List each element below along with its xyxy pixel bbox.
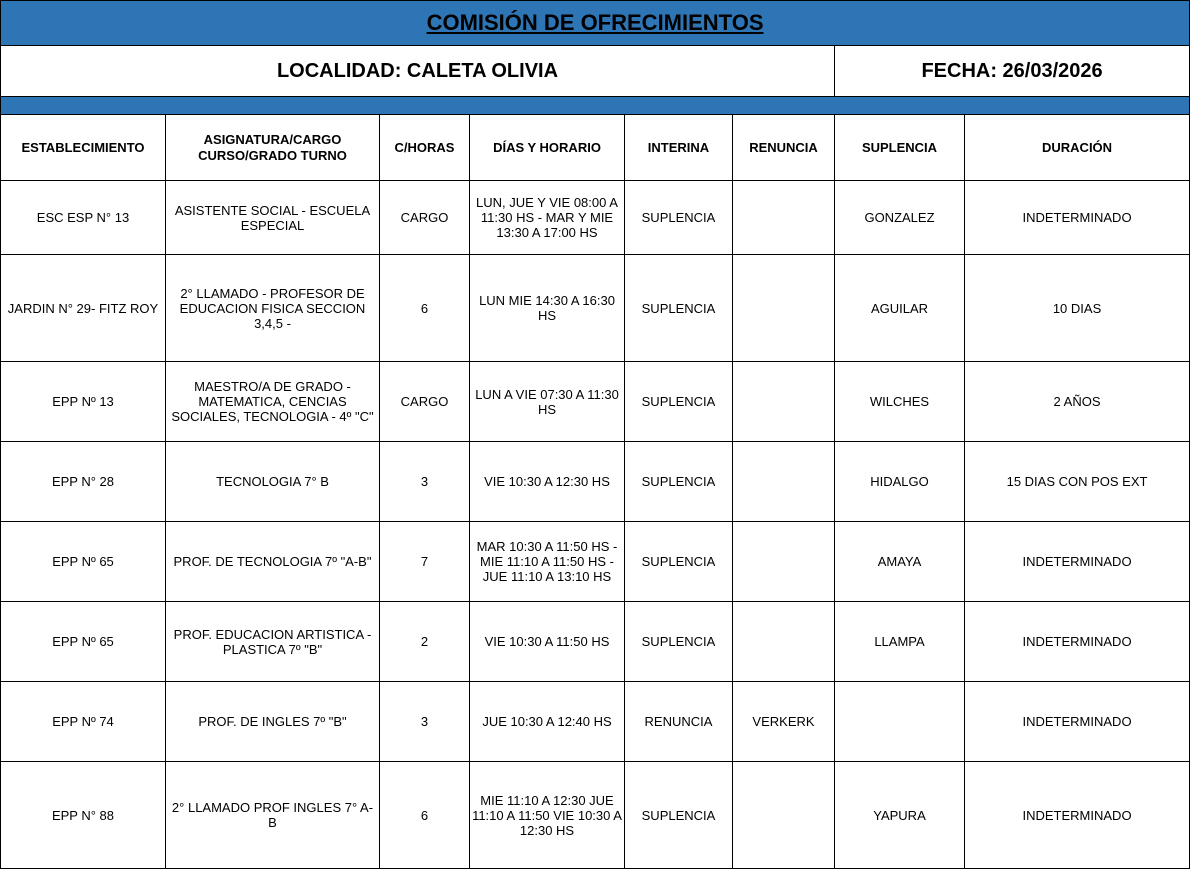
table-row xyxy=(1,682,1190,762)
cell-suplencia: GONZALEZ xyxy=(835,181,965,255)
cell-establecimiento: EPP N° 28 xyxy=(1,442,166,522)
col-header-renuncia: RENUNCIA xyxy=(733,115,835,181)
cell-horas: 6 xyxy=(380,255,470,362)
header-row xyxy=(1,115,1190,181)
cell-horario: LUN MIE 14:30 A 16:30 HS xyxy=(470,255,625,362)
cell-renuncia xyxy=(733,255,835,362)
cell-horas: 3 xyxy=(380,682,470,762)
table-row xyxy=(1,181,1190,255)
cell-asignatura: PROF. EDUCACION ARTISTICA - PLASTICA 7º "B" xyxy=(166,602,380,682)
cell-renuncia xyxy=(733,602,835,682)
cell-suplencia: WILCHES xyxy=(835,362,965,442)
cell-horas: 7 xyxy=(380,522,470,602)
cell-asignatura: PROF. DE INGLES 7º "B" xyxy=(166,682,380,762)
cell-interina: SUPLENCIA xyxy=(625,442,733,522)
cell-duracion: INDETERMINADO xyxy=(965,682,1190,762)
cell-suplencia: AGUILAR xyxy=(835,255,965,362)
divider-band xyxy=(1,97,1190,115)
table-row xyxy=(1,522,1190,602)
cell-asignatura: PROF. DE TECNOLOGIA 7º "A-B" xyxy=(166,522,380,602)
table-row xyxy=(1,762,1190,869)
cell-asignatura: ASISTENTE SOCIAL - ESCUELA ESPECIAL xyxy=(166,181,380,255)
cell-establecimiento: EPP Nº 13 xyxy=(1,362,166,442)
cell-establecimiento: EPP Nº 65 xyxy=(1,522,166,602)
cell-horas: CARGO xyxy=(380,181,470,255)
cell-interina: SUPLENCIA xyxy=(625,762,733,869)
col-header-interina: INTERINA xyxy=(625,115,733,181)
cell-interina: SUPLENCIA xyxy=(625,181,733,255)
cell-renuncia xyxy=(733,522,835,602)
cell-horas: 6 xyxy=(380,762,470,869)
cell-duracion: INDETERMINADO xyxy=(965,602,1190,682)
cell-horario: VIE 10:30 A 11:50 HS xyxy=(470,602,625,682)
cell-renuncia xyxy=(733,762,835,869)
cell-horario: LUN A VIE 07:30 A 11:30 HS xyxy=(470,362,625,442)
location-row xyxy=(1,46,1190,97)
col-header-horas: C/HORAS xyxy=(380,115,470,181)
cell-horario: LUN, JUE Y VIE 08:00 A 11:30 HS - MAR Y MIE 13:30 A 17:00 HS xyxy=(470,181,625,255)
cell-horario: MIE 11:10 A 12:30 JUE 11:10 A 11:50 VIE 10:30 A 12:30 HS xyxy=(470,762,625,869)
cell-establecimiento: JARDIN N° 29- FITZ ROY xyxy=(1,255,166,362)
cell-horario: JUE 10:30 A 12:40 HS xyxy=(470,682,625,762)
cell-interina: SUPLENCIA xyxy=(625,602,733,682)
cell-asignatura: MAESTRO/A DE GRADO - MATEMATICA, CENCIAS SOCIALES, TECNOLOGIA - 4º "C" xyxy=(166,362,380,442)
col-header-asignatura: ASIGNATURA/CARGO CURSO/GRADO TURNO xyxy=(166,115,380,181)
cell-interina: SUPLENCIA xyxy=(625,522,733,602)
cell-horas: 2 xyxy=(380,602,470,682)
cell-duracion: INDETERMINADO xyxy=(965,762,1190,869)
table-row xyxy=(1,442,1190,522)
cell-asignatura: 2° LLAMADO PROF INGLES 7° A-B xyxy=(166,762,380,869)
cell-duracion: INDETERMINADO xyxy=(965,522,1190,602)
cell-establecimiento: EPP Nº 74 xyxy=(1,682,166,762)
localidad-label: LOCALIDAD: CALETA OLIVIA xyxy=(1,46,835,97)
cell-renuncia xyxy=(733,181,835,255)
cell-asignatura: 2° LLAMADO - PROFESOR DE EDUCACION FISICA SECCION 3,4,5 - xyxy=(166,255,380,362)
cell-duracion: 15 DIAS CON POS EXT xyxy=(965,442,1190,522)
col-header-horario: DÍAS Y HORARIO xyxy=(470,115,625,181)
fecha-label: FECHA: 26/03/2026 xyxy=(835,46,1190,97)
cell-renuncia xyxy=(733,362,835,442)
cell-renuncia xyxy=(733,442,835,522)
cell-interina: SUPLENCIA xyxy=(625,362,733,442)
cell-establecimiento: ESC ESP N° 13 xyxy=(1,181,166,255)
cell-suplencia: HIDALGO xyxy=(835,442,965,522)
cell-establecimiento: EPP N° 88 xyxy=(1,762,166,869)
cell-duracion: 2 AÑOS xyxy=(965,362,1190,442)
title-row xyxy=(1,1,1190,46)
cell-asignatura: TECNOLOGIA 7° B xyxy=(166,442,380,522)
cell-interina: SUPLENCIA xyxy=(625,255,733,362)
cell-horas: CARGO xyxy=(380,362,470,442)
table-row xyxy=(1,602,1190,682)
col-header-suplencia: SUPLENCIA xyxy=(835,115,965,181)
col-header-duracion: DURACIÓN xyxy=(965,115,1190,181)
cell-suplencia: LLAMPA xyxy=(835,602,965,682)
cell-duracion: 10 DIAS xyxy=(965,255,1190,362)
cell-establecimiento: EPP Nº 65 xyxy=(1,602,166,682)
cell-suplencia: YAPURA xyxy=(835,762,965,869)
table-row xyxy=(1,362,1190,442)
page-title: COMISIÓN DE OFRECIMIENTOS xyxy=(1,1,1190,46)
cell-horario: MAR 10:30 A 11:50 HS - MIE 11:10 A 11:50 HS - JUE 11:10 A 13:10 HS xyxy=(470,522,625,602)
cell-horas: 3 xyxy=(380,442,470,522)
col-header-establecimiento: ESTABLECIMIENTO xyxy=(1,115,166,181)
cell-horario: VIE 10:30 A 12:30 HS xyxy=(470,442,625,522)
cell-suplencia xyxy=(835,682,965,762)
cell-suplencia: AMAYA xyxy=(835,522,965,602)
cell-renuncia: VERKERK xyxy=(733,682,835,762)
cell-duracion: INDETERMINADO xyxy=(965,181,1190,255)
table-row xyxy=(1,255,1190,362)
cell-interina: RENUNCIA xyxy=(625,682,733,762)
